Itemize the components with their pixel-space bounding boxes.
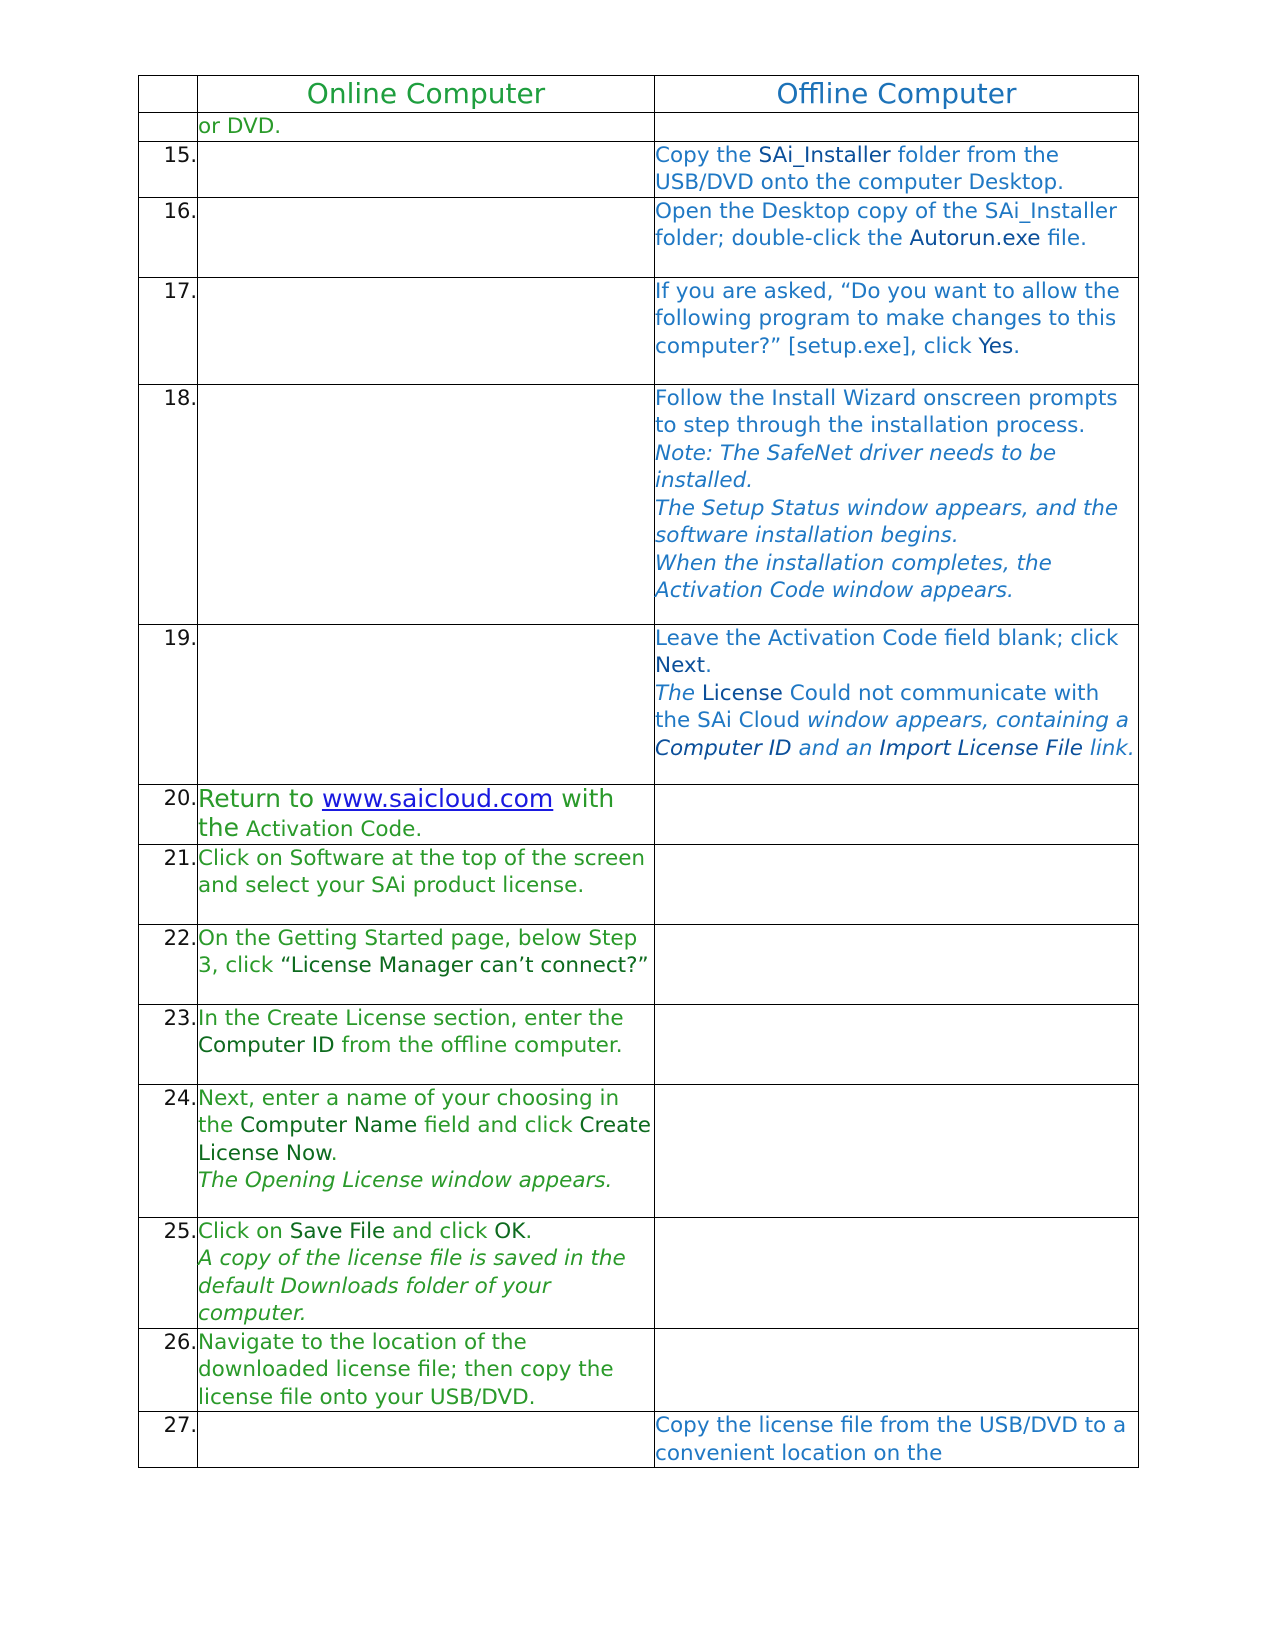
- online-cell: Navigate to the location of the downloaded license file; then copy the license file onto your USB/DVD.: [198, 1328, 655, 1412]
- step-result: The Setup Status window appears, and the software installation begins.: [655, 495, 1119, 548]
- step-text: Leave the Activation Code field blank; click Next.: [655, 625, 1119, 678]
- online-cell: [198, 1084, 655, 1217]
- offline-cell: [655, 844, 1139, 924]
- step-text: Next, enter a name of your choosing in the Computer Name field and click Create License Now.: [198, 1085, 651, 1166]
- online-cell: Click on Software at the top of the screen and select your SAi product license.: [198, 844, 655, 924]
- table-row: [139, 844, 1139, 924]
- table-row: [139, 624, 1139, 784]
- step-number: 16.: [139, 197, 198, 277]
- offline-cell: [655, 1004, 1139, 1084]
- step-result: A copy of the license file is saved in the default Downloads folder of your computer.: [198, 1246, 626, 1326]
- step-number: 18.: [139, 384, 198, 624]
- header-offline: Offline Computer: [655, 76, 1139, 113]
- online-cell: [198, 197, 655, 277]
- step-number: 19.: [139, 624, 198, 784]
- step-text: the Activation Code.: [198, 813, 423, 842]
- offline-cell: If you are asked, “Do you want to allow the following program to make changes to this computer?” [setup.exe], click Yes.: [655, 277, 1139, 384]
- step-text: Return to www.saicloud.com with: [198, 783, 615, 813]
- step-result: When the installation completes, the Activation Code window appears.: [655, 550, 1052, 603]
- table-row: [139, 1004, 1139, 1084]
- offline-cell: [655, 784, 1139, 844]
- step-note: Note: The SafeNet driver needs to be installed.: [655, 440, 1057, 493]
- table-row: [139, 1217, 1139, 1328]
- offline-cell: [655, 1084, 1139, 1217]
- offline-cell: [655, 1217, 1139, 1328]
- offline-cell: Copy the license file from the USB/DVD to a convenient location on the: [655, 1412, 1139, 1468]
- step-number: 20.: [139, 784, 198, 844]
- online-cell: [198, 1217, 655, 1328]
- offline-cell: [655, 1328, 1139, 1412]
- step-number: 27.: [139, 1412, 198, 1468]
- step-result: The Opening License window appears.: [198, 1168, 613, 1193]
- online-cell: [198, 384, 655, 624]
- step-number: 17.: [139, 277, 198, 384]
- saicloud-link[interactable]: www.saicloud.com: [321, 783, 554, 813]
- header-num-cell: [139, 76, 198, 113]
- step-text: Follow the Install Wizard onscreen prompts to step through the installation process.: [655, 385, 1118, 438]
- step-result: The License Could not communicate with the SAi Cloud window appears, containing a Computer ID and an Import License File link.: [655, 680, 1135, 761]
- online-cell: [198, 624, 655, 784]
- table-row: [139, 924, 1139, 1004]
- table-row: [139, 784, 1139, 844]
- step-number: [139, 113, 198, 142]
- table-row: [139, 384, 1139, 624]
- table-row: [139, 277, 1139, 384]
- online-cell: On the Getting Started page, below Step 3, click “License Manager can’t connect?”: [198, 924, 655, 1004]
- step-number: 15.: [139, 141, 198, 197]
- table-row: [139, 1328, 1139, 1412]
- table-row: [139, 1412, 1139, 1468]
- online-cell: [198, 141, 655, 197]
- offline-cell: Open the Desktop copy of the SAi_Installer folder; double-click the Autorun.exe file.: [655, 197, 1139, 277]
- offline-cell: Copy the SAi_Installer folder from the USB/DVD onto the computer Desktop.: [655, 141, 1139, 197]
- table-row: [139, 141, 1139, 197]
- step-number: 26.: [139, 1328, 198, 1412]
- step-text: Click on Save File and click OK.: [198, 1218, 533, 1244]
- offline-cell: [655, 384, 1139, 624]
- offline-cell: [655, 924, 1139, 1004]
- online-cell: [198, 784, 655, 844]
- online-cell: In the Create License section, enter the Computer ID from the offline computer.: [198, 1004, 655, 1084]
- offline-cell: [655, 624, 1139, 784]
- online-cell: or DVD.: [198, 113, 655, 142]
- offline-cell: [655, 113, 1139, 142]
- header-online: Online Computer: [198, 76, 655, 113]
- table-row: [139, 113, 1139, 142]
- step-number: 22.: [139, 924, 198, 1004]
- steps-table: [138, 75, 1139, 1468]
- table-row: [139, 1084, 1139, 1217]
- step-number: 21.: [139, 844, 198, 924]
- online-cell: [198, 1412, 655, 1468]
- step-number: 25.: [139, 1217, 198, 1328]
- online-cell: [198, 277, 655, 384]
- header-row: [139, 76, 1139, 113]
- step-number: 23.: [139, 1004, 198, 1084]
- table-row: [139, 197, 1139, 277]
- step-number: 24.: [139, 1084, 198, 1217]
